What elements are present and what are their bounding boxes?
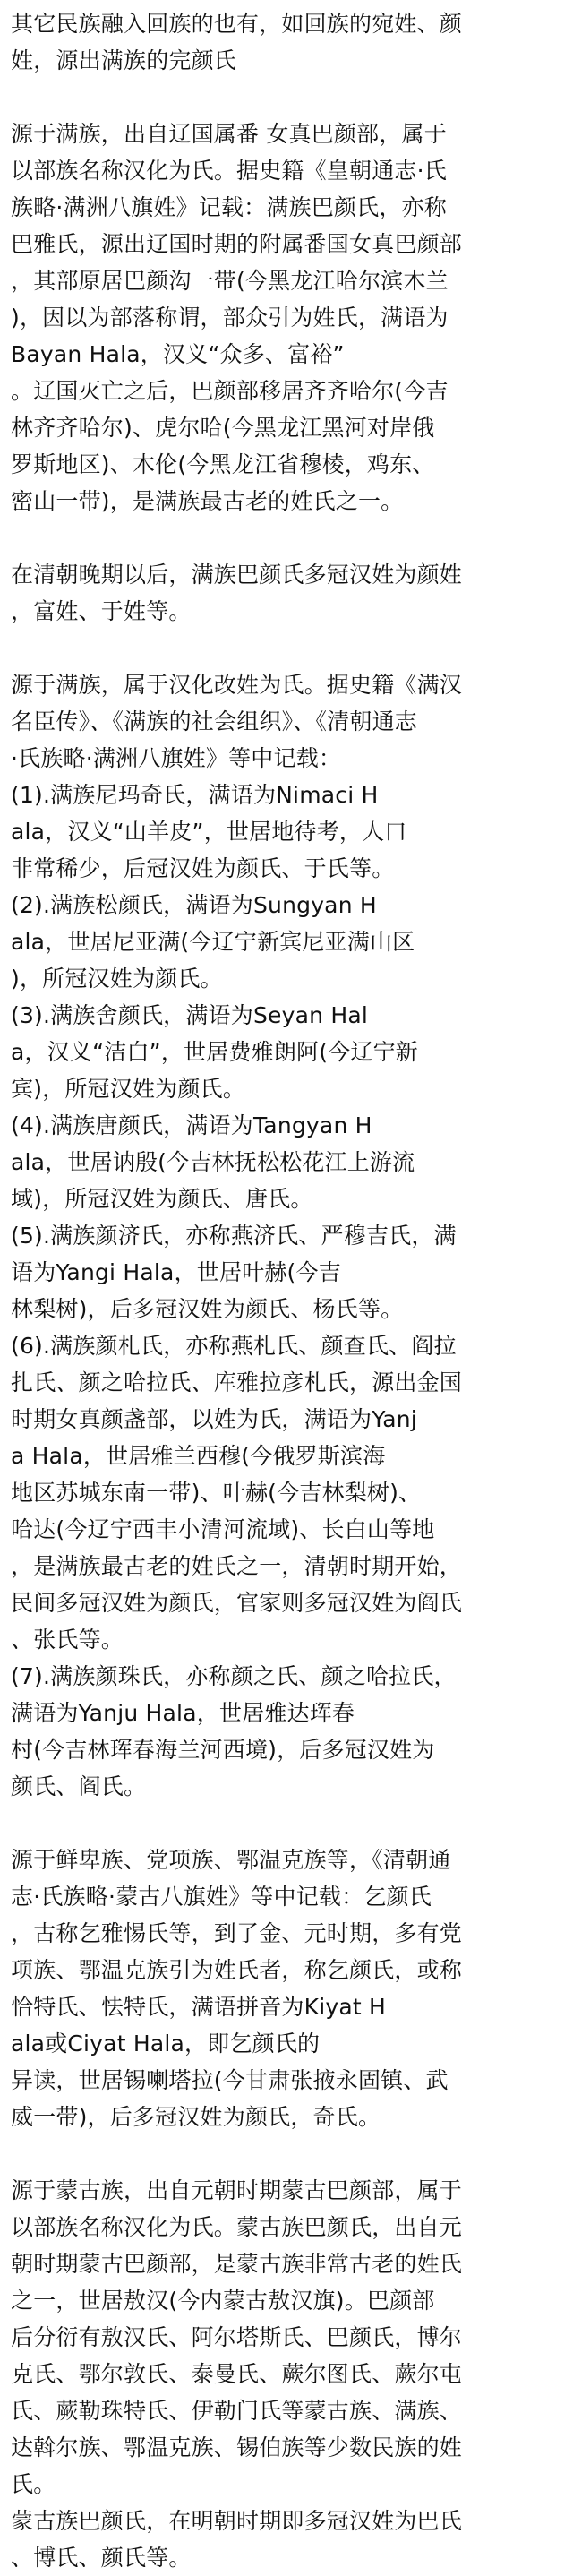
- paragraph: [11, 1842, 564, 2135]
- paragraph: [11, 5, 564, 79]
- text-line: (3).满族舍颜氏，满语为Seyan Hal: [11, 1002, 368, 1028]
- text-line: 村(今吉林珲春海兰河西境)，后多冠汉姓为: [11, 1737, 435, 1763]
- text-line: 恰特氏、怯特氏，满语拼音为Kiyat H: [11, 1994, 387, 2020]
- text-line: 颜氏、阎氏。: [11, 1773, 147, 1799]
- text-line: (7).满族颜珠氏，亦称颜之氏、颜之哈拉氏，: [11, 1663, 457, 1689]
- text-line: )，因以为部落称谓，部众引为姓氏，满语为: [11, 305, 449, 331]
- text-line: ala，汉义“山羊皮”，世居地待考，人口: [11, 819, 407, 845]
- text-line: 源于满族，属于汉化改姓为氏。据史籍《满汉: [11, 672, 463, 698]
- text-line: ，古称乞雅惕氏等，到了金、元时期，多有党: [11, 1920, 463, 1946]
- text-line: 源于蒙古族，出自元朝时期蒙古巴颜部，属于: [11, 2177, 463, 2203]
- text-line: 克氏、鄂尔敦氏、泰曼氏、蕨尔图氏、蕨尔屯: [11, 2361, 463, 2387]
- text-line: ala或Ciyat Hala，即乞颜氏的: [11, 2031, 321, 2057]
- text-line: 氏。: [11, 2471, 56, 2497]
- text-line: 源于满族，出自辽国属番 女真巴颜部，属于: [11, 121, 447, 147]
- text-line: 时期女真颜盏部，以姓为氏，满语为Yanj: [11, 1406, 417, 1432]
- text-line: 。辽国灭亡之后，巴颜部移居齐齐哈尔(今吉: [11, 378, 449, 404]
- text-line: 项族、鄂温克族引为姓氏者，称乞颜氏，或称: [11, 1957, 463, 1983]
- text-line: 域)，所冠汉姓为颜氏、唐氏。: [11, 1186, 313, 1212]
- paragraph: [11, 2172, 564, 2576]
- text-line: 满语为Yanju Hala，世居雅达珲春: [11, 1700, 355, 1726]
- text-line: 蒙古族巴颜氏，在明朝时期即多冠汉姓为巴氏: [11, 2508, 463, 2534]
- text-line: (2).满族松颜氏，满语为Sungyan H: [11, 892, 377, 918]
- text-line: 罗斯地区)、木伦(今黑龙江省穆棱，鸡东、: [11, 451, 435, 477]
- text-line: 之一，世居敖汉(今内蒙古敖汉旗)。巴颜部: [11, 2288, 435, 2314]
- text-line: 地区苏城东南一带)、叶赫(今吉林梨树)、: [11, 1480, 422, 1506]
- text-line: 达斡尔族、鄂温克族、锡伯族等少数民族的姓: [11, 2434, 463, 2460]
- text-line: 朝时期蒙古巴颜部，是蒙古族非常古老的姓氏: [11, 2251, 463, 2277]
- text-line: 非常稀少，后冠汉姓为颜氏、于氏等。: [11, 855, 395, 881]
- text-line: 氏、蕨勒珠特氏、伊勒门氏等蒙古族、满族、: [11, 2398, 463, 2424]
- text-line: 源于鲜卑族、党项族、鄂温克族等，《清朝通: [11, 1847, 451, 1873]
- text-line: a Hala，世居雅兰西穆(今俄罗斯滨海: [11, 1443, 386, 1469]
- text-line: (4).满族唐颜氏，满语为Tangyan H: [11, 1112, 372, 1138]
- text-line: 林梨树)，后多冠汉姓为颜氏、杨氏等。: [11, 1296, 404, 1322]
- text-line: ala，世居讷殷(今吉林抚松松花江上游流: [11, 1149, 415, 1175]
- text-line: 扎氏、颜之哈拉氏、库雅拉彦札氏，源出金国: [11, 1370, 463, 1395]
- text-line: 语为Yangi Hala，世居叶赫(今吉: [11, 1259, 341, 1285]
- text-line: 在清朝晚期以后，满族巴颜氏多冠汉姓为颜姓: [11, 562, 463, 588]
- text-line: 异读，世居锡喇塔拉(今甘肃张掖永固镇、武: [11, 2067, 449, 2093]
- paragraph: [11, 116, 564, 519]
- text-line: 、博氏、颜氏等。: [11, 2545, 192, 2571]
- text-line: 志·氏族略·蒙古八旗姓》等中记载：乞颜氏: [11, 1884, 432, 1910]
- text-line: 后分衍有敖汉氏、阿尔塔斯氏、巴颜氏，博尔: [11, 2324, 463, 2350]
- text-line: 以部族名称汉化为氏。据史籍《皇朝通志·氏: [11, 158, 447, 184]
- text-line: 民间多冠汉姓为颜氏，官家则多冠汉姓为阎氏: [11, 1590, 463, 1616]
- text-line: 名臣传》、《满族的社会组织》、《清朝通志: [11, 708, 418, 734]
- text-line: 哈达(今辽宁西丰小清河流域)、长白山等地: [11, 1516, 435, 1542]
- text-line: (6).满族颜札氏，亦称燕札氏、颜查氏、阎拉: [11, 1333, 457, 1359]
- text-line: (1).满族尼玛奇氏，满语为Nimaci H: [11, 782, 379, 808]
- text-line: 以部族名称汉化为氏。蒙古族巴颜氏，出自元: [11, 2214, 463, 2240]
- text-line: 其它民族融入回族的也有，如回族的宛姓、颜: [11, 11, 463, 37]
- text-line: 姓，源出满族的完颜氏: [11, 47, 237, 73]
- text-line: a，汉义“洁白”，世居费雅朗阿(今辽宁新: [11, 1039, 418, 1065]
- text-line: Bayan Hala，汉义“众多、富裕”: [11, 341, 345, 367]
- text-line: 威一带)，后多冠汉姓为颜氏，奇氏。: [11, 2104, 381, 2130]
- text-line: 巴雅氏，源出辽国时期的附属番国女真巴颜部: [11, 231, 463, 257]
- paragraph: [11, 556, 564, 630]
- text-line: 族略·满洲八旗姓》记载：满族巴颜氏，亦称: [11, 194, 447, 220]
- text-line: ，其部原居巴颜沟一带(今黑龙江哈尔滨木兰: [11, 268, 449, 294]
- text-line: (5).满族颜济氏，亦称燕济氏、严穆吉氏，满: [11, 1223, 457, 1249]
- text-line: 、张氏等。: [11, 1627, 124, 1653]
- text-line: ala，世居尼亚满(今辽宁新宾尼亚满山区: [11, 929, 415, 955]
- text-line: )，所冠汉姓为颜氏。: [11, 966, 223, 992]
- text-line: ，是满族最古老的姓氏之一，清朝时期开始，: [11, 1553, 463, 1579]
- text-line: ·氏族略·满洲八旗姓》等中记载：: [11, 745, 342, 771]
- text-line: 密山一带)，是满族最古老的姓氏之一。: [11, 488, 404, 514]
- paragraph: [11, 666, 564, 1805]
- text-line: ，富姓、于姓等。: [11, 598, 192, 624]
- text-line: 宾)，所冠汉姓为颜氏。: [11, 1076, 245, 1102]
- text-line: 林齐齐哈尔)、虎尔哈(今黑龙江黑河对岸俄: [11, 415, 435, 441]
